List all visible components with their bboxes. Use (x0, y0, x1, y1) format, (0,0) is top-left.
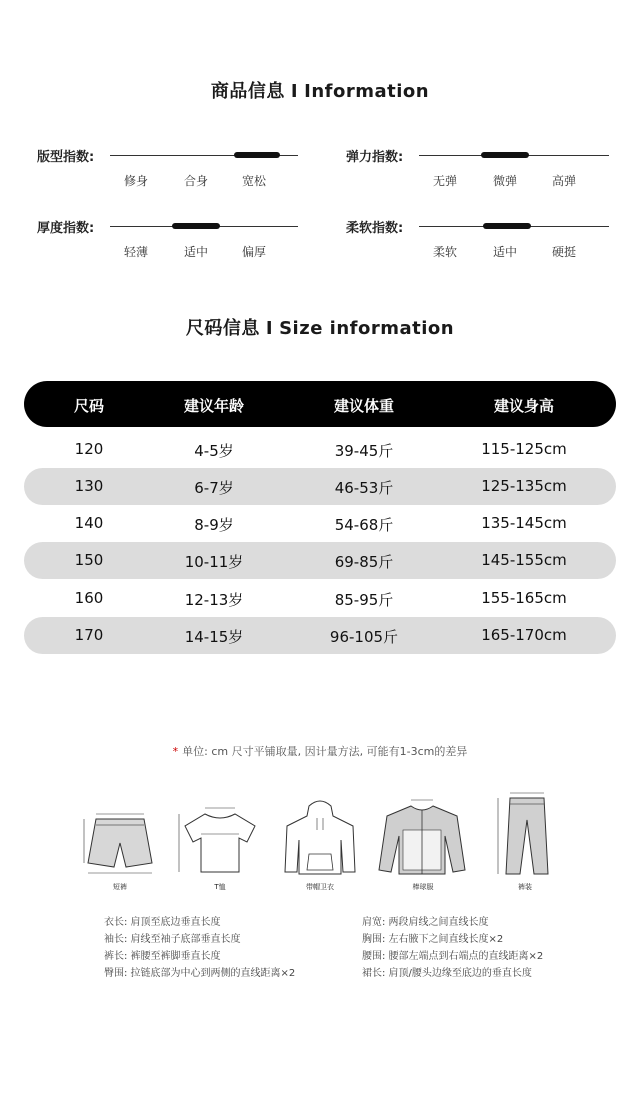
elasticity-index-marker (481, 152, 529, 158)
product-info-title-en: Information (304, 81, 430, 102)
title-separator: I (265, 318, 274, 339)
header-size: 尺码 (73, 397, 104, 415)
legend-hip: 臀围: 拉链底部为中心到两侧的直线距离×2 (104, 968, 296, 979)
cell-height: 165-170cm (481, 626, 567, 644)
size-info-title-cn: 尺码信息 (185, 318, 260, 339)
garment-diagrams (80, 790, 560, 900)
pants-caption: 裤装 (518, 883, 532, 891)
cell-height: 145-155cm (481, 551, 567, 569)
cell-weight: 54-68斤 (334, 516, 394, 534)
pants-diagram-icon (490, 790, 560, 890)
title-separator: I (290, 81, 299, 102)
legend-chest: 胸围: 左右腋下之间直线长度×2 (362, 934, 504, 945)
thickness-index-label: 厚度指数: (37, 221, 95, 236)
softness-index-label: 柔软指数: (346, 221, 404, 236)
legend-clothing-length: 衣长: 肩顶至底边垂直长度 (104, 917, 221, 928)
softness-option-stiff: 硬挺 (551, 245, 576, 259)
fit-index-label: 版型指数: (37, 150, 95, 165)
elasticity-option-none: 无弹 (432, 174, 457, 188)
hoodie-caption: 带帽卫衣 (306, 883, 334, 891)
cell-height: 135-145cm (481, 514, 567, 532)
thickness-option-thin: 轻薄 (123, 245, 148, 259)
elasticity-option-slight: 微弹 (492, 174, 517, 188)
cell-weight: 96-105斤 (329, 628, 399, 646)
cell-age: 14-15岁 (184, 628, 244, 646)
softness-index-marker (483, 223, 531, 229)
cell-weight: 69-85斤 (334, 553, 394, 571)
cell-weight: 85-95斤 (334, 591, 394, 609)
table-row (24, 431, 616, 468)
legend-shoulder: 肩宽: 两段肩线之间直线长度 (362, 917, 489, 928)
legend-skirt-length: 裙长: 肩顶/腰头边缘至底边的垂直长度 (362, 968, 532, 979)
fit-option-loose: 宽松 (241, 174, 266, 188)
shorts-diagram-icon (80, 805, 160, 885)
softness-option-soft: 柔软 (432, 245, 457, 259)
cell-size: 140 (74, 514, 104, 532)
tshirt-caption: T恤 (214, 883, 226, 891)
legend-sleeve-length: 袖长: 肩线至袖子底部垂直长度 (104, 934, 241, 945)
header-weight: 建议体重 (333, 397, 394, 415)
cell-age: 12-13岁 (184, 591, 244, 609)
cell-age: 6-7岁 (194, 479, 234, 497)
note-text: 单位: cm 尺寸平铺取量, 因计量方法, 可能有1-3cm的差异 (182, 745, 468, 758)
product-info-title (0, 77, 640, 103)
cell-age: 4-5岁 (194, 442, 234, 460)
table-row (24, 617, 616, 654)
thickness-index (37, 217, 307, 267)
cell-size: 120 (74, 440, 104, 458)
measurement-note (0, 743, 640, 759)
hoodie-diagram-icon (275, 796, 365, 886)
softness-option-medium: 适中 (492, 245, 517, 259)
header-age: 建议年龄 (183, 397, 244, 415)
note-star: * (172, 745, 179, 758)
cell-weight: 39-45斤 (334, 442, 394, 460)
shorts-caption: 短裤 (113, 883, 127, 891)
softness-index (346, 217, 616, 267)
elasticity-index (346, 146, 616, 196)
cell-size: 130 (74, 477, 104, 495)
cell-height: 115-125cm (481, 440, 567, 458)
cell-size: 170 (74, 626, 104, 644)
fit-option-regular: 合身 (183, 174, 208, 188)
cell-weight: 46-53斤 (334, 479, 394, 497)
cell-age: 8-9岁 (194, 516, 234, 534)
baseball-jacket-caption: 棒球服 (412, 883, 434, 891)
cell-size: 160 (74, 589, 104, 607)
size-table-header (24, 381, 616, 427)
legend-pants-length: 裤长: 裤腰至裤脚垂直长度 (104, 951, 221, 962)
size-info-title (0, 314, 640, 340)
thickness-option-medium: 适中 (183, 245, 208, 259)
cell-height: 155-165cm (481, 589, 567, 607)
cell-height: 125-135cm (481, 477, 567, 495)
elasticity-index-label: 弹力指数: (346, 150, 404, 165)
legend-waist: 腰围: 腰部左端点到右端点的直线距离×2 (362, 951, 544, 962)
product-info-title-cn: 商品信息 (210, 81, 285, 102)
cell-age: 10-11岁 (184, 553, 244, 571)
thickness-option-thick: 偏厚 (241, 245, 266, 259)
table-row (24, 505, 616, 542)
elasticity-option-high: 高弹 (551, 174, 576, 188)
table-row (24, 580, 616, 617)
header-height: 建议身高 (493, 397, 554, 415)
table-row (24, 468, 616, 505)
fit-option-slim: 修身 (123, 174, 148, 188)
baseball-jacket-diagram-icon (375, 790, 470, 890)
fit-index (37, 146, 307, 196)
thickness-index-marker (172, 223, 220, 229)
fit-index-marker (234, 152, 280, 158)
size-info-title-en: Size information (279, 318, 455, 339)
table-row (24, 542, 616, 579)
tshirt-diagram-icon (175, 800, 265, 885)
cell-size: 150 (74, 551, 104, 569)
